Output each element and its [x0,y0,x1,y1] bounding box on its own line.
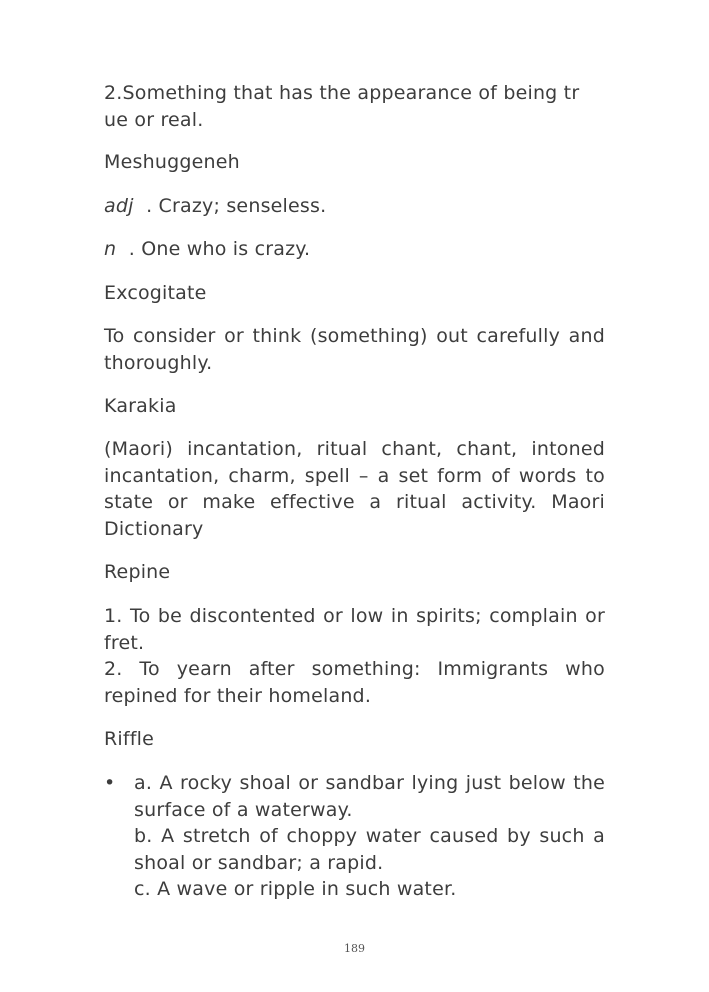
definition-text: 1. To be discontented or low in spirits; complain or fret. [104,605,605,654]
definition-text: 2.Something that has the appearance of being tr ue or real. [104,82,580,131]
definition-text: (Maori) incantation, ritual chant, chant, intoned incantation, charm, spell – a set form of words to state or make effective a ritual activity. Maori Dictionary [104,438,605,540]
definition-repine-2 [104,656,605,709]
continued-definition [104,80,605,133]
part-of-speech: n [104,238,117,260]
bullet-body [134,770,605,903]
definition-karakia [104,436,605,542]
definition-text: To consider or think (something) out carefully and thoroughly. [104,325,605,374]
definition-text: b. A stretch of choppy water caused by such a shoal or sandbar; a rapid. [134,825,605,874]
headword-excogitate [104,280,605,307]
definition-repine-1 [104,603,605,656]
definition-meshuggeneh-adj [104,193,605,220]
headword-karakia [104,393,605,420]
headword-text: Riffle [104,728,155,750]
definition-text: . Crazy; senseless. [146,195,327,217]
definition-text: a. A rocky shoal or sandbar lying just below the surface of a waterway. [134,772,605,821]
page-number: 189 [344,942,365,955]
headword-text: Meshuggeneh [104,151,240,173]
definition-text: . One who is crazy. [128,238,311,260]
headword-text: Repine [104,561,171,583]
definition-text: 2. To yearn after something: Immigrants who repined for their homeland. [104,658,605,707]
definition-text: c. A wave or ripple in such water. [134,878,457,900]
part-of-speech: adj [104,195,134,217]
headword-repine [104,559,605,586]
definition-meshuggeneh-n [104,236,605,263]
headword-meshuggeneh [104,149,605,176]
headword-text: Excogitate [104,282,207,304]
bullet-icon: • [104,772,116,794]
headword-text: Karakia [104,395,177,417]
definition-excogitate [104,323,605,376]
headword-riffle [104,726,605,753]
